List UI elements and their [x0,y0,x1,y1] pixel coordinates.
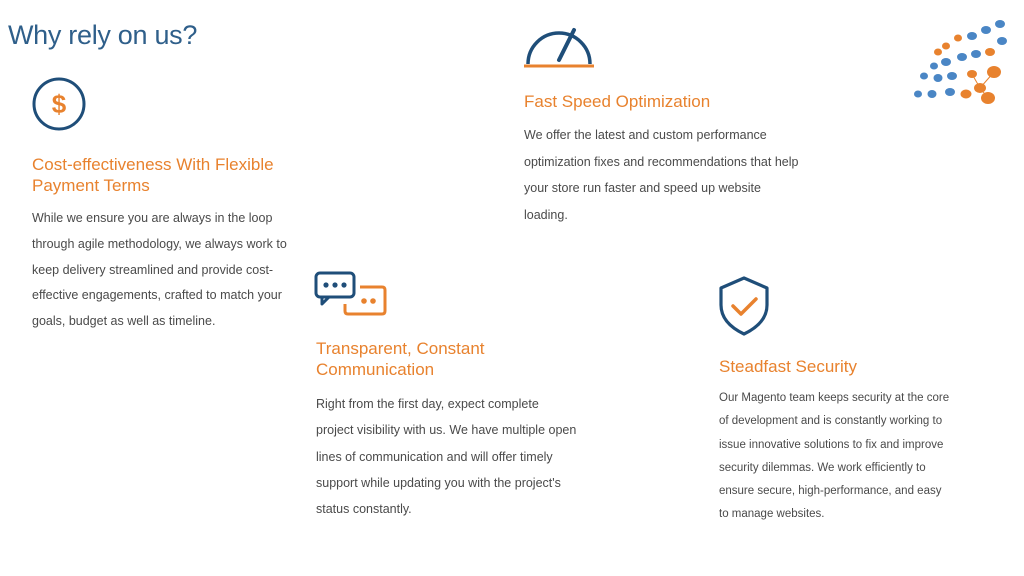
feature-communication [316,338,578,522]
feature-fast-speed [524,91,799,228]
page-title: Why rely on us? [8,20,198,50]
feature-title: Steadfast Security [719,357,857,376]
feature-title: Cost-effectiveness With Flexible Payment Terms [32,155,274,195]
feature-description: We offer the latest and custom performance optimization fixes and recommendations that help your store run faster and speed up website loading. [524,128,799,222]
feature-title: Fast Speed Optimization [524,92,711,111]
speedometer-icon [522,20,596,70]
svg-text:$: $ [51,89,67,119]
feature-cost-effectiveness [32,154,294,335]
chat-bubbles-icon [314,271,388,319]
dollar-circle-icon [31,76,87,132]
feature-description: While we ensure you are always in the loop through agile methodology, we always work to keep delivery streamlined and provide cost-effective engagements, crafted to match your goals, budget as well as timeline. [32,211,287,329]
dot-pattern-decoration [910,16,1015,108]
shield-check-icon [716,275,772,337]
feature-description: Our Magento team keeps security at the core of development and is constantly working to issue innovative solutions to fix and improve security dilemmas. We work efficiently to ensure secure, high-performance, and easy to manage websites. [719,392,950,521]
feature-security [719,356,951,527]
feature-description: Right from the first day, expect complete project visibility with us. We have multiple open lines of communication and will offer timely support while updating you with the project's status constantly. [316,397,577,517]
feature-title: Transparent, Constant Communication [316,339,485,379]
